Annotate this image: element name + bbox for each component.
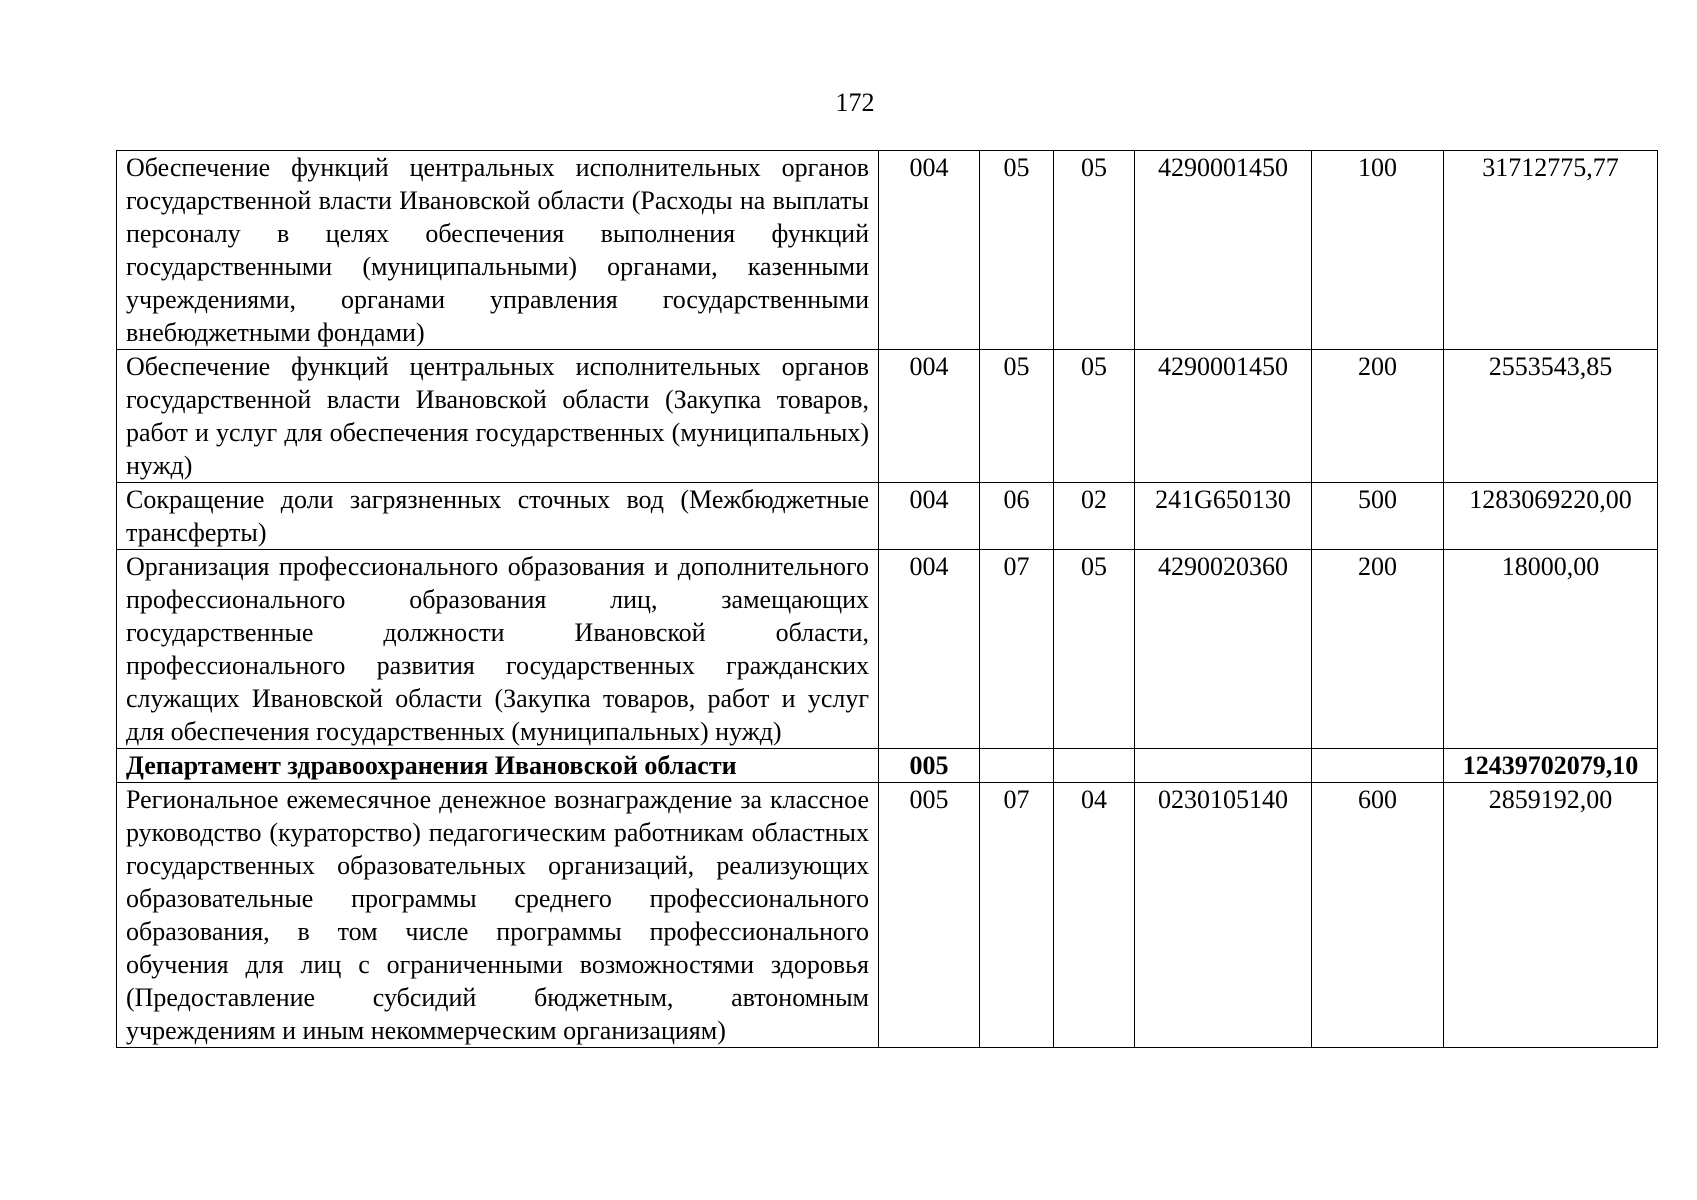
table-row — [117, 151, 1658, 350]
expense-type-cell: 600 — [1312, 783, 1444, 1048]
section-cell: 07 — [980, 550, 1054, 749]
amount-cell: 2859192,00 — [1444, 783, 1658, 1048]
table-body — [117, 151, 1658, 1048]
target-article-cell: 0230105140 — [1135, 783, 1312, 1048]
admin-code-cell: 004 — [879, 483, 980, 550]
amount-cell: 1283069220,00 — [1444, 483, 1658, 550]
expense-type-cell: 200 — [1312, 550, 1444, 749]
table-row-section-header — [117, 749, 1658, 783]
description-cell: Обеспечение функций центральных исполнительных органов государственной власти Ивановской области (Расходы на выплаты персоналу в целях обеспечения выполнения функций государственными (муниципальными) органами, казенными учреждениями, органами управления государственными внебюджетными фондами) — [117, 151, 879, 350]
expense-type-cell: 200 — [1312, 350, 1444, 483]
target-article-cell: 4290020360 — [1135, 550, 1312, 749]
expense-type-cell — [1312, 749, 1444, 783]
subsection-cell — [1054, 749, 1135, 783]
table-row — [117, 783, 1658, 1048]
target-article-cell — [1135, 749, 1312, 783]
expense-type-cell: 500 — [1312, 483, 1444, 550]
section-cell — [980, 749, 1054, 783]
target-article-cell: 241G650130 — [1135, 483, 1312, 550]
subsection-cell: 05 — [1054, 550, 1135, 749]
target-article-cell: 4290001450 — [1135, 350, 1312, 483]
subsection-cell: 05 — [1054, 350, 1135, 483]
subsection-cell: 05 — [1054, 151, 1135, 350]
description-cell: Организация профессионального образования и дополнительного профессионального образования лиц, замещающих государственные должности Ивановской области, профессионального развития государственных гражданских служащих Ивановской области (Закупка товаров, работ и услуг для обеспечения государственных (муниципальных) нужд) — [117, 550, 879, 749]
amount-cell: 2553543,85 — [1444, 350, 1658, 483]
admin-code-cell: 004 — [879, 151, 980, 350]
target-article-cell: 4290001450 — [1135, 151, 1312, 350]
subsection-cell: 02 — [1054, 483, 1135, 550]
amount-cell: 31712775,77 — [1444, 151, 1658, 350]
admin-code-cell: 005 — [879, 783, 980, 1048]
subsection-cell: 04 — [1054, 783, 1135, 1048]
page-number: 172 — [835, 88, 875, 117]
table-row — [117, 550, 1658, 749]
table-row — [117, 483, 1658, 550]
description-cell: Департамент здравоохранения Ивановской области — [117, 749, 879, 783]
admin-code-cell: 005 — [879, 749, 980, 783]
description-cell: Обеспечение функций центральных исполнительных органов государственной власти Ивановской области (Закупка товаров, работ и услуг для обеспечения государственных (муниципальных) нужд) — [117, 350, 879, 483]
description-cell: Региональное ежемесячное денежное вознаграждение за классное руководство (кураторство) педагогическим работникам областных государственных образовательных организаций, реализующих образовательные программы среднего профессионального образования, в том числе программы профессионального обучения для лиц с ограниченными возможностями здоровья (Предоставление субсидий бюджетным, автономным учреждениям и иным некоммерческим организациям) — [117, 783, 879, 1048]
section-cell: 07 — [980, 783, 1054, 1048]
amount-cell: 12439702079,10 — [1444, 749, 1658, 783]
section-cell: 05 — [980, 151, 1054, 350]
description-cell: Сокращение доли загрязненных сточных вод (Межбюджетные трансферты) — [117, 483, 879, 550]
expense-type-cell: 100 — [1312, 151, 1444, 350]
admin-code-cell: 004 — [879, 550, 980, 749]
admin-code-cell: 004 — [879, 350, 980, 483]
amount-cell: 18000,00 — [1444, 550, 1658, 749]
section-cell: 05 — [980, 350, 1054, 483]
table-row — [117, 350, 1658, 483]
section-cell: 06 — [980, 483, 1054, 550]
budget-table — [116, 150, 1658, 1048]
